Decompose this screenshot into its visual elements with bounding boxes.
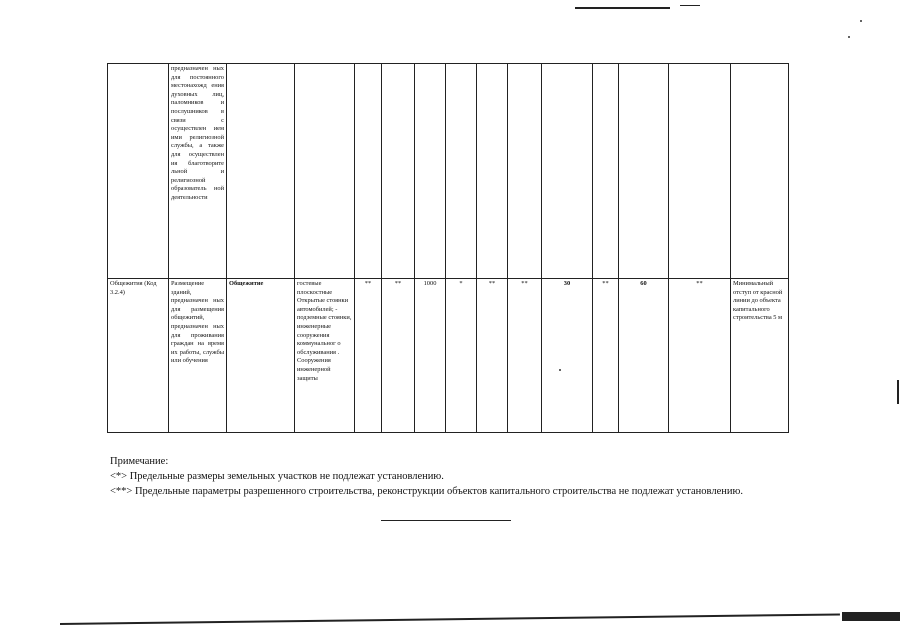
table-cell bbox=[355, 64, 382, 279]
divider bbox=[381, 520, 511, 521]
note-line-1: <*> Предельные размеры земельных участков не подлежат установлению. bbox=[110, 471, 444, 482]
scan-mark-bottom-right bbox=[842, 612, 900, 621]
table-cell bbox=[542, 64, 593, 279]
table-cell-value: 60 bbox=[619, 279, 669, 433]
table-cell bbox=[108, 64, 169, 279]
table-row bbox=[108, 64, 789, 279]
table-cell-value: 30 bbox=[542, 279, 593, 433]
table-cell bbox=[731, 64, 789, 279]
table-cell-value: ** bbox=[508, 279, 542, 433]
table-cell bbox=[295, 64, 355, 279]
scan-mark-right bbox=[897, 380, 899, 404]
note-line-2: <**> Предельные параметры разрешенного строительства, реконструкции объектов капитального строительства не подлежат установлению. bbox=[110, 486, 743, 497]
note-title: Примечание: bbox=[110, 456, 169, 467]
scan-mark-bottom bbox=[60, 613, 840, 625]
table-cell-value: ** bbox=[477, 279, 508, 433]
table-cell-value: 1000 bbox=[415, 279, 446, 433]
table-cell bbox=[446, 64, 477, 279]
table-cell-value: ** bbox=[593, 279, 619, 433]
table-cell-description: предназначен ных для постоянного местонахожд ения духовных лиц, паломников и послушников в связи с осуществлен ием ими религиозной службы, а также для осуществлен ия благотворите льной и религиозной образователь ной деятельности bbox=[169, 64, 227, 279]
table-cell-value: ** bbox=[382, 279, 415, 433]
table-cell-main-use: Общежитие bbox=[227, 279, 295, 433]
table-cell bbox=[382, 64, 415, 279]
scan-dot bbox=[848, 36, 850, 38]
parameters-table bbox=[107, 63, 789, 433]
table-cell-value: * bbox=[446, 279, 477, 433]
scan-mark-top bbox=[575, 7, 670, 9]
table-cell bbox=[669, 64, 731, 279]
table-cell-value: ** bbox=[355, 279, 382, 433]
table-cell bbox=[227, 64, 295, 279]
table-cell-aux-use: гостевые плоскостные Открытые стоянки автомобилей; - подземные стоянки, инженерные сооружения коммунальног о обслуживания . Сооружения инженерной защиты bbox=[295, 279, 355, 433]
table-cell bbox=[477, 64, 508, 279]
scan-mark-top-small bbox=[680, 5, 700, 6]
table-cell-name: Общежития (Код 3.2.4) bbox=[108, 279, 169, 433]
table-cell-description: Размещение зданий, предназначен ных для размещения общежитий, предназначен ных для проживания граждан на время их работы, службы или обучения bbox=[169, 279, 227, 433]
table-cell-value: ** bbox=[669, 279, 731, 433]
table-cell bbox=[619, 64, 669, 279]
scan-dot bbox=[860, 20, 862, 22]
table-cell bbox=[593, 64, 619, 279]
table-cell-note: Минимальный отступ от красной линии до объекта капитального строительства 5 м bbox=[731, 279, 789, 433]
table-cell bbox=[508, 64, 542, 279]
table-row bbox=[108, 279, 789, 433]
table-cell bbox=[415, 64, 446, 279]
